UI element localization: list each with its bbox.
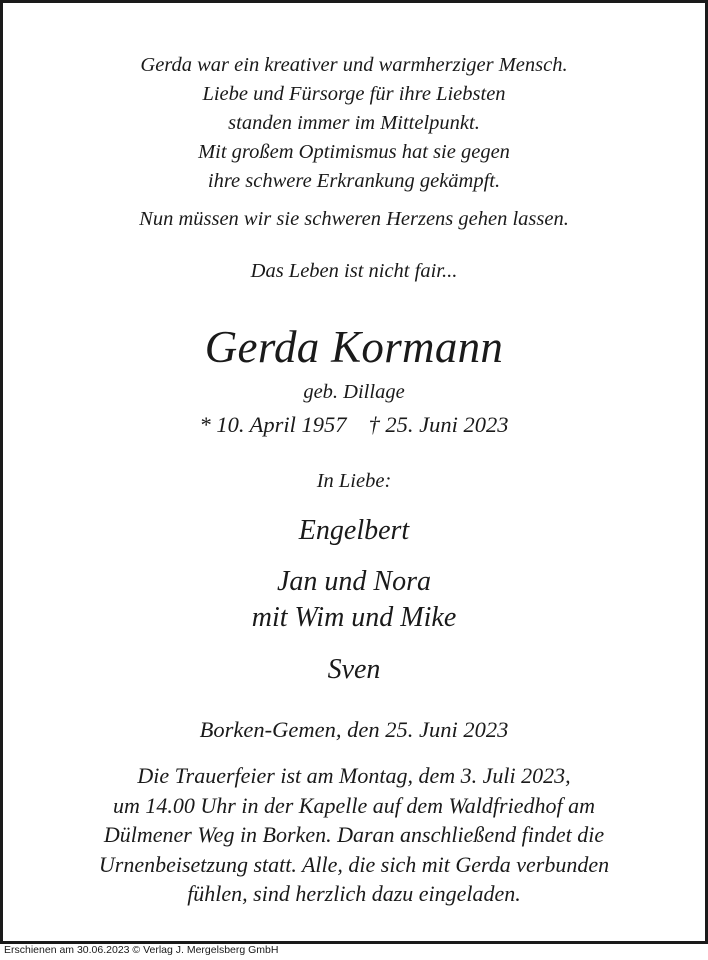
mourner-name: Sven (327, 654, 381, 685)
quote-text: Das Leben ist nicht fair... (250, 260, 458, 282)
intro-line: standen immer im Mittelpunkt. (228, 112, 480, 134)
deceased-name: Gerda Kormann (204, 322, 504, 372)
life-dates (3, 410, 705, 440)
intro-line: Mit großem Optimismus hat sie gegen (198, 141, 510, 163)
service-line: um 14.00 Uhr in der Kapelle auf dem Waldfriedhof am (113, 792, 595, 818)
birth-date: * 10. April 1957 (199, 412, 347, 437)
service-line: Urnenbeisetzung statt. Alle, die sich mit Gerda verbunden (98, 851, 610, 877)
intro-line: Liebe und Fürsorge für ihre Liebsten (202, 83, 506, 105)
place-and-date: Borken-Gemen, den 25. Juni 2023 (199, 717, 509, 742)
intro-closing: Nun müssen wir sie schweren Herzens gehen lassen. (139, 208, 569, 230)
birth-name: geb. Dillage (303, 381, 405, 403)
death-date: † 25. Juni 2023 (368, 412, 509, 437)
service-details (3, 761, 705, 909)
mourner-name: Engelbert (298, 515, 410, 546)
publication-footer: Erschienen am 30.06.2023 © Verlag J. Mergelsberg GmbH (4, 944, 279, 956)
intro-line: Gerda war ein kreativer und warmherziger Mensch. (140, 54, 568, 76)
service-line: fühlen, sind herzlich dazu eingeladen. (187, 881, 521, 906)
intro-line: ihre schwere Erkrankung gekämpft. (207, 170, 501, 192)
service-line: Die Trauerfeier ist am Montag, dem 3. Juli 2023, (137, 763, 571, 788)
service-line: Dülmener Weg in Borken. Daran anschließend findet die (103, 822, 605, 847)
mourner-name: Jan und Nora (277, 566, 431, 597)
in-love-label: In Liebe: (316, 470, 392, 492)
intro-text (3, 51, 705, 196)
mourner-name: mit Wim und Mike (251, 602, 457, 633)
